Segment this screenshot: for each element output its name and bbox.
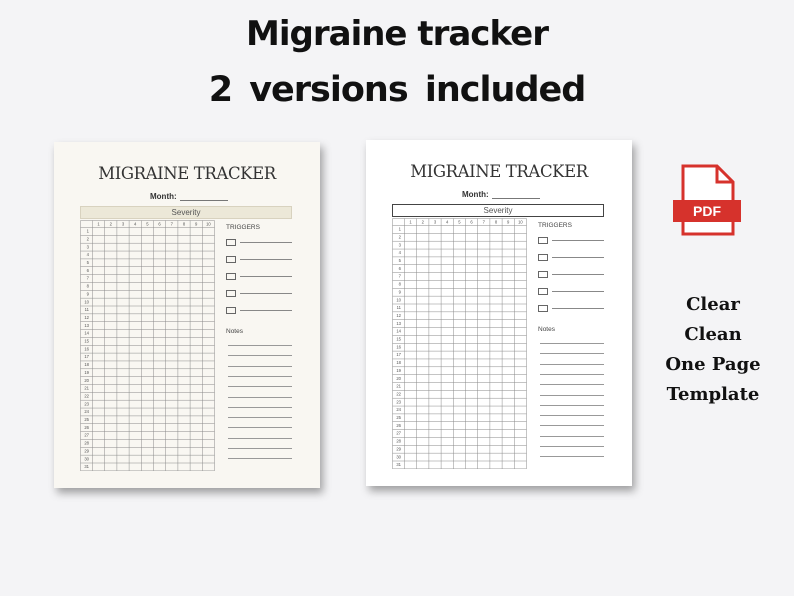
severity-column-label: 9	[195, 221, 198, 227]
note-line	[228, 376, 292, 377]
day-row-label: 23	[84, 401, 89, 407]
day-row-label: 6	[398, 265, 401, 271]
day-row-label: 19	[396, 367, 401, 373]
day-row-label: 15	[396, 336, 401, 342]
day-row-label: 31	[396, 462, 401, 468]
day-row-label: 17	[84, 354, 89, 360]
day-row-label: 18	[396, 360, 401, 366]
day-row-label: 13	[84, 322, 89, 328]
note-line	[540, 415, 604, 416]
severity-column-label: 4	[134, 221, 137, 227]
day-row-label: 18	[84, 362, 89, 368]
day-row-label: 12	[84, 314, 89, 320]
feature-clear: Clear	[686, 294, 740, 315]
day-row-label: 16	[84, 346, 89, 352]
severity-column-label: 10	[206, 221, 211, 227]
day-row-label: 10	[396, 297, 401, 303]
trigger-checkbox	[538, 305, 548, 312]
day-row-label: 5	[86, 260, 89, 265]
day-row-label: 8	[86, 283, 89, 289]
severity-column-label: 10	[518, 219, 523, 225]
severity-grid-svg	[80, 220, 215, 471]
day-row-label: 23	[396, 399, 401, 405]
note-line	[228, 438, 292, 439]
severity-column-label: 5	[458, 219, 461, 225]
trigger-checkbox	[538, 271, 548, 278]
day-row-label: 4	[86, 252, 89, 258]
note-line	[228, 345, 292, 346]
day-row-label: 25	[396, 415, 401, 420]
severity-column-label: 2	[109, 221, 112, 227]
day-row-label: 14	[396, 328, 401, 334]
day-row-label: 11	[84, 307, 89, 313]
trigger-line	[240, 242, 292, 243]
day-row-label: 28	[84, 440, 89, 446]
day-row-label: 20	[396, 375, 401, 381]
severity-column-label: 5	[146, 221, 149, 227]
severity-column-label: 7	[170, 221, 173, 227]
triggers-label: TRIGGERS	[226, 224, 260, 231]
note-line	[540, 384, 604, 385]
triggers-label: TRIGGERS	[538, 222, 572, 229]
month-label: Month:	[150, 192, 177, 201]
severity-column-label: 2	[421, 219, 424, 225]
trigger-checkbox	[226, 290, 236, 297]
severity-header: Severity	[392, 204, 604, 217]
note-line	[228, 407, 292, 408]
trigger-checkbox	[226, 256, 236, 263]
day-row-label: 24	[84, 409, 89, 415]
severity-column-label: 8	[182, 221, 186, 227]
month-line	[492, 198, 540, 199]
day-row-label: 8	[398, 281, 401, 287]
trigger-checkbox	[538, 237, 548, 244]
day-row-label: 13	[396, 320, 401, 326]
note-line	[540, 456, 604, 457]
trigger-checkbox	[226, 239, 236, 246]
day-row-label: 25	[84, 417, 89, 422]
day-row-label: 6	[86, 267, 89, 273]
day-row-label: 27	[396, 430, 401, 436]
note-line	[228, 458, 292, 459]
day-row-label: 22	[396, 391, 401, 397]
day-row-label: 24	[396, 407, 401, 413]
trigger-line	[240, 276, 292, 277]
trigger-checkbox	[226, 273, 236, 280]
feature-clean: Clean	[684, 324, 742, 345]
day-row-label: 28	[396, 438, 401, 444]
day-row-label: 3	[86, 244, 89, 250]
severity-header: Severity	[80, 206, 292, 219]
trigger-line	[552, 274, 604, 275]
severity-grid	[392, 218, 527, 469]
note-line	[540, 405, 604, 406]
day-row-label: 4	[398, 250, 401, 256]
severity-column-label: 1	[97, 221, 100, 227]
trigger-checkbox	[538, 288, 548, 295]
day-row-label: 9	[86, 291, 89, 297]
headline-title: Migraine tracker	[246, 14, 548, 54]
month-label: Month:	[462, 190, 489, 199]
day-row-label: 22	[84, 393, 89, 399]
note-line	[540, 436, 604, 437]
notes-label: Notes	[226, 328, 243, 335]
note-line	[540, 343, 604, 344]
tracker-sheet-white	[366, 140, 632, 486]
severity-column-label: 3	[433, 219, 437, 225]
day-row-label: 5	[398, 258, 401, 263]
severity-column-label: 4	[446, 219, 449, 225]
trigger-line	[552, 291, 604, 292]
headline-subtitle: 2 versions included	[208, 70, 586, 110]
severity-column-label: 1	[409, 219, 412, 225]
day-row-label: 3	[398, 242, 401, 248]
trigger-line	[240, 259, 292, 260]
day-row-label: 7	[398, 273, 401, 279]
note-line	[228, 417, 292, 418]
note-line	[228, 386, 292, 387]
day-row-label: 16	[396, 344, 401, 350]
trigger-line	[552, 257, 604, 258]
feature-one-page: One Page	[665, 354, 761, 375]
day-row-label: 10	[84, 299, 89, 305]
trigger-checkbox	[226, 307, 236, 314]
severity-column-label: 9	[507, 219, 510, 225]
day-row-label: 17	[396, 352, 401, 358]
trigger-line	[552, 240, 604, 241]
feature-template: Template	[666, 384, 760, 405]
tracker-sheet-cream	[54, 142, 320, 488]
day-row-label: 31	[84, 464, 89, 470]
day-row-label: 27	[84, 432, 89, 438]
note-line	[540, 364, 604, 365]
day-row-label: 20	[84, 377, 89, 383]
day-row-label: 15	[84, 338, 89, 344]
day-row-label: 29	[84, 448, 89, 454]
note-line	[228, 397, 292, 398]
day-row-label: 1	[86, 228, 89, 234]
note-line	[228, 355, 292, 356]
day-row-label: 2	[86, 236, 89, 242]
note-line	[540, 353, 604, 354]
day-row-label: 11	[396, 305, 401, 311]
note-line	[540, 395, 604, 396]
day-row-label: 30	[84, 456, 89, 462]
day-row-label: 29	[396, 446, 401, 452]
trigger-checkbox	[538, 254, 548, 261]
trigger-line	[552, 308, 604, 309]
trigger-line	[240, 293, 292, 294]
severity-grid	[80, 220, 215, 471]
sheet-title: MIGRAINE TRACKER	[98, 164, 276, 183]
note-line	[228, 427, 292, 428]
note-line	[228, 366, 292, 367]
note-line	[540, 446, 604, 447]
severity-column-label: 7	[482, 219, 485, 225]
severity-column-label: 6	[470, 219, 473, 225]
day-row-label: 2	[398, 234, 401, 240]
severity-column-label: 8	[494, 219, 498, 225]
pdf-badge-label: PDF	[673, 200, 741, 222]
day-row-label: 1	[398, 226, 401, 232]
severity-column-label: 6	[158, 221, 161, 227]
month-line	[180, 200, 228, 201]
notes-label: Notes	[538, 326, 555, 333]
sheet-title: MIGRAINE TRACKER	[410, 162, 588, 181]
day-row-label: 7	[86, 275, 89, 281]
day-row-label: 9	[398, 289, 401, 295]
day-row-label: 14	[84, 330, 89, 336]
severity-column-label: 3	[121, 221, 125, 227]
trigger-line	[240, 310, 292, 311]
note-line	[540, 425, 604, 426]
day-row-label: 30	[396, 454, 401, 460]
day-row-label: 19	[84, 369, 89, 375]
day-row-label: 26	[396, 422, 401, 428]
note-line	[228, 448, 292, 449]
note-line	[540, 374, 604, 375]
severity-grid-svg	[392, 218, 527, 469]
day-row-label: 12	[396, 312, 401, 318]
day-row-label: 21	[396, 383, 401, 389]
day-row-label: 21	[84, 385, 89, 391]
day-row-label: 26	[84, 424, 89, 430]
